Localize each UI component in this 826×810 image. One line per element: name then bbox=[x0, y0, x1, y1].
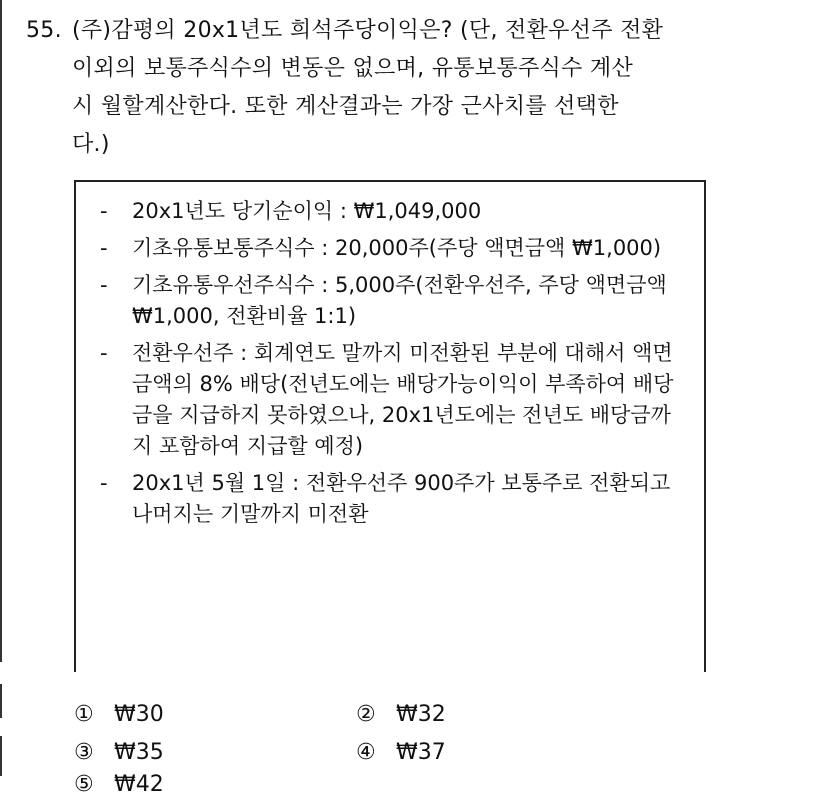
condition-text: 기초유통우선주식수 : 5,000주(전환우선주, 주당 액면금액 ₩1,000, 전환비율 1:1) bbox=[132, 273, 667, 328]
choice-text: ₩32 bbox=[396, 702, 446, 727]
choice-row bbox=[74, 734, 674, 772]
condition-list bbox=[76, 182, 704, 530]
condition-item bbox=[100, 468, 686, 530]
choice-1[interactable] bbox=[74, 696, 356, 734]
left-margin-rule bbox=[0, 736, 2, 776]
question-line: 이외의 보통주식수의 변동은 없으며, 유통보통주식수 계산 bbox=[72, 56, 634, 81]
condition-item bbox=[100, 196, 686, 227]
bullet-dash: - bbox=[100, 273, 108, 297]
choice-marker: ④ bbox=[356, 740, 376, 765]
bullet-dash: - bbox=[100, 341, 108, 365]
condition-item bbox=[100, 233, 686, 264]
choice-2[interactable] bbox=[356, 696, 638, 734]
condition-box bbox=[74, 180, 706, 672]
choice-text: ₩30 bbox=[114, 702, 164, 727]
choice-5-clipped[interactable] bbox=[74, 772, 164, 810]
choice-marker: ① bbox=[74, 702, 94, 727]
condition-item bbox=[100, 338, 686, 462]
left-margin-rule bbox=[0, 0, 2, 662]
question-number: 55. bbox=[26, 18, 62, 43]
condition-item bbox=[100, 270, 686, 332]
choice-4[interactable] bbox=[356, 734, 638, 772]
condition-text: 20x1년도 당기순이익 : ₩1,049,000 bbox=[132, 199, 482, 223]
choice-text: ₩35 bbox=[114, 740, 164, 765]
choice-marker: ② bbox=[356, 702, 376, 727]
choice-text: ₩42 bbox=[114, 772, 164, 797]
question bbox=[26, 12, 786, 164]
condition-text: 전환우선주 : 회계연도 말까지 미전환된 부분에 대해서 액면금액의 8% 배당(전년도에는 배당가능이익이 부족하여 배당금을 지급하지 못하였으나, 20x1년도에는 전년도 배당금까지 포함하여 지급할 예정) bbox=[132, 341, 674, 458]
question-text: (주)감평의 20x1년도 희석주당이익은? (단, 전환우선주 전환 bbox=[72, 18, 664, 43]
choice-text: ₩37 bbox=[396, 740, 446, 765]
question-line bbox=[26, 12, 786, 50]
choice-row bbox=[74, 696, 674, 734]
question-line: 시 월할계산한다. 또한 계산결과는 가장 근사치를 선택한 bbox=[72, 94, 619, 119]
left-margin-rule bbox=[0, 684, 2, 718]
choice-marker: ③ bbox=[74, 740, 94, 765]
question-line: 다.) bbox=[72, 132, 110, 157]
choice-marker: ⑤ bbox=[74, 772, 94, 797]
bullet-dash: - bbox=[100, 471, 108, 495]
condition-text: 20x1년 5월 1일 : 전환우선주 900주가 보통주로 전환되고 나머지는 기말까지 미전환 bbox=[132, 471, 671, 526]
bullet-dash: - bbox=[100, 199, 108, 223]
answer-choices bbox=[74, 696, 674, 772]
condition-text: 기초유통보통주식수 : 20,000주(주당 액면금액 ₩1,000) bbox=[132, 236, 662, 260]
bullet-dash: - bbox=[100, 236, 108, 260]
